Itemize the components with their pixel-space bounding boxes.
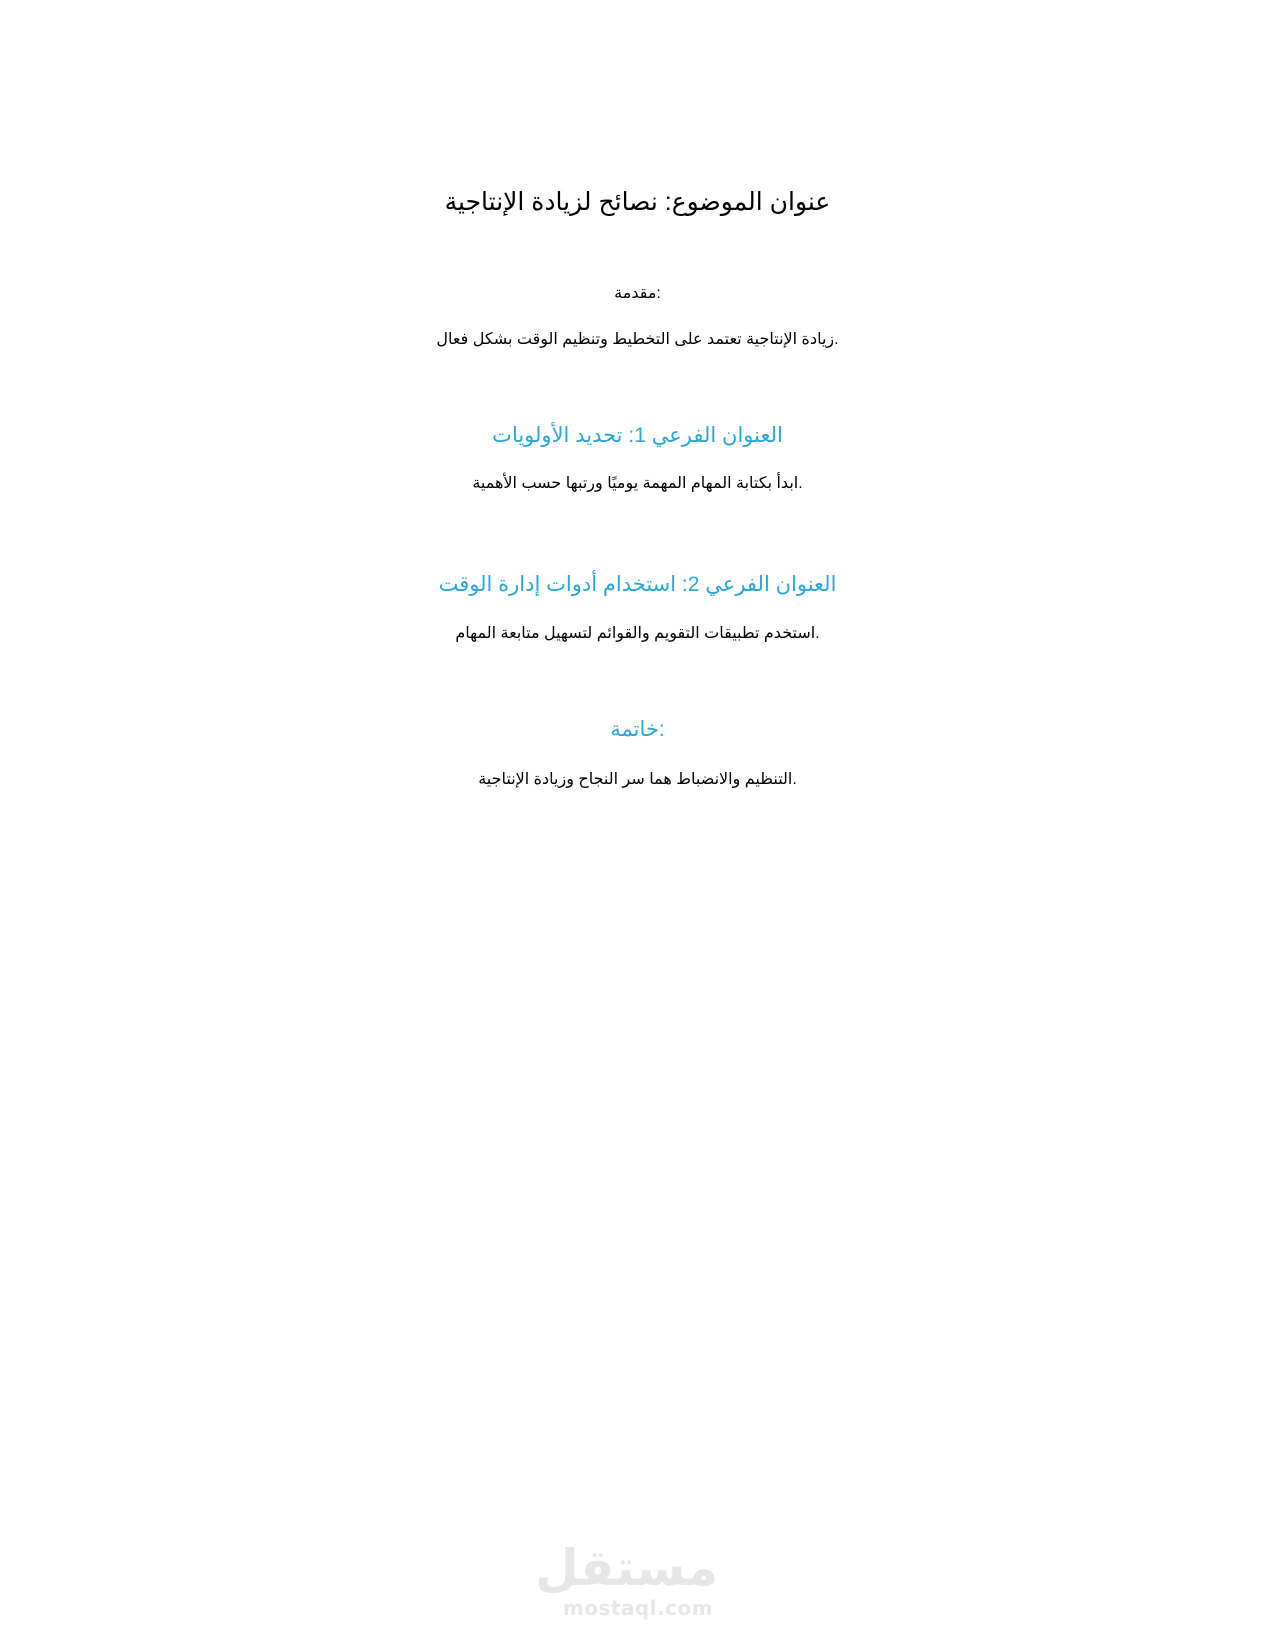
section-2-text: .استخدم تطبيقات التقويم والقوائم لتسهيل متابعة المهام (455, 625, 820, 642)
watermark-logo: مستقل (535, 1539, 718, 1597)
intro-label: :مقدمة (614, 285, 661, 302)
watermark-url: mostaql.com (562, 1596, 714, 1620)
conclusion-text: .التنظيم والانضباط هما سر النجاح وزيادة الإنتاجية (478, 771, 797, 788)
section-1-text: .ابدأ بكتابة المهام المهمة يوميًا ورتبها حسب الأهمية (472, 475, 803, 492)
conclusion-heading: :خاتمة (610, 718, 665, 741)
section-1-heading: العنوان الفرعي 1: تحديد الأولويات (492, 424, 783, 447)
document-title: عنوان الموضوع: نصائح لزيادة الإنتاجية (444, 188, 831, 216)
intro-text: .زيادة الإنتاجية تعتمد على التخطيط وتنظيم الوقت بشكل فعال (436, 331, 839, 348)
mostaql-watermark (535, 1539, 718, 1620)
section-2-heading: العنوان الفرعي 2: استخدام أدوات إدارة الوقت (438, 573, 837, 596)
